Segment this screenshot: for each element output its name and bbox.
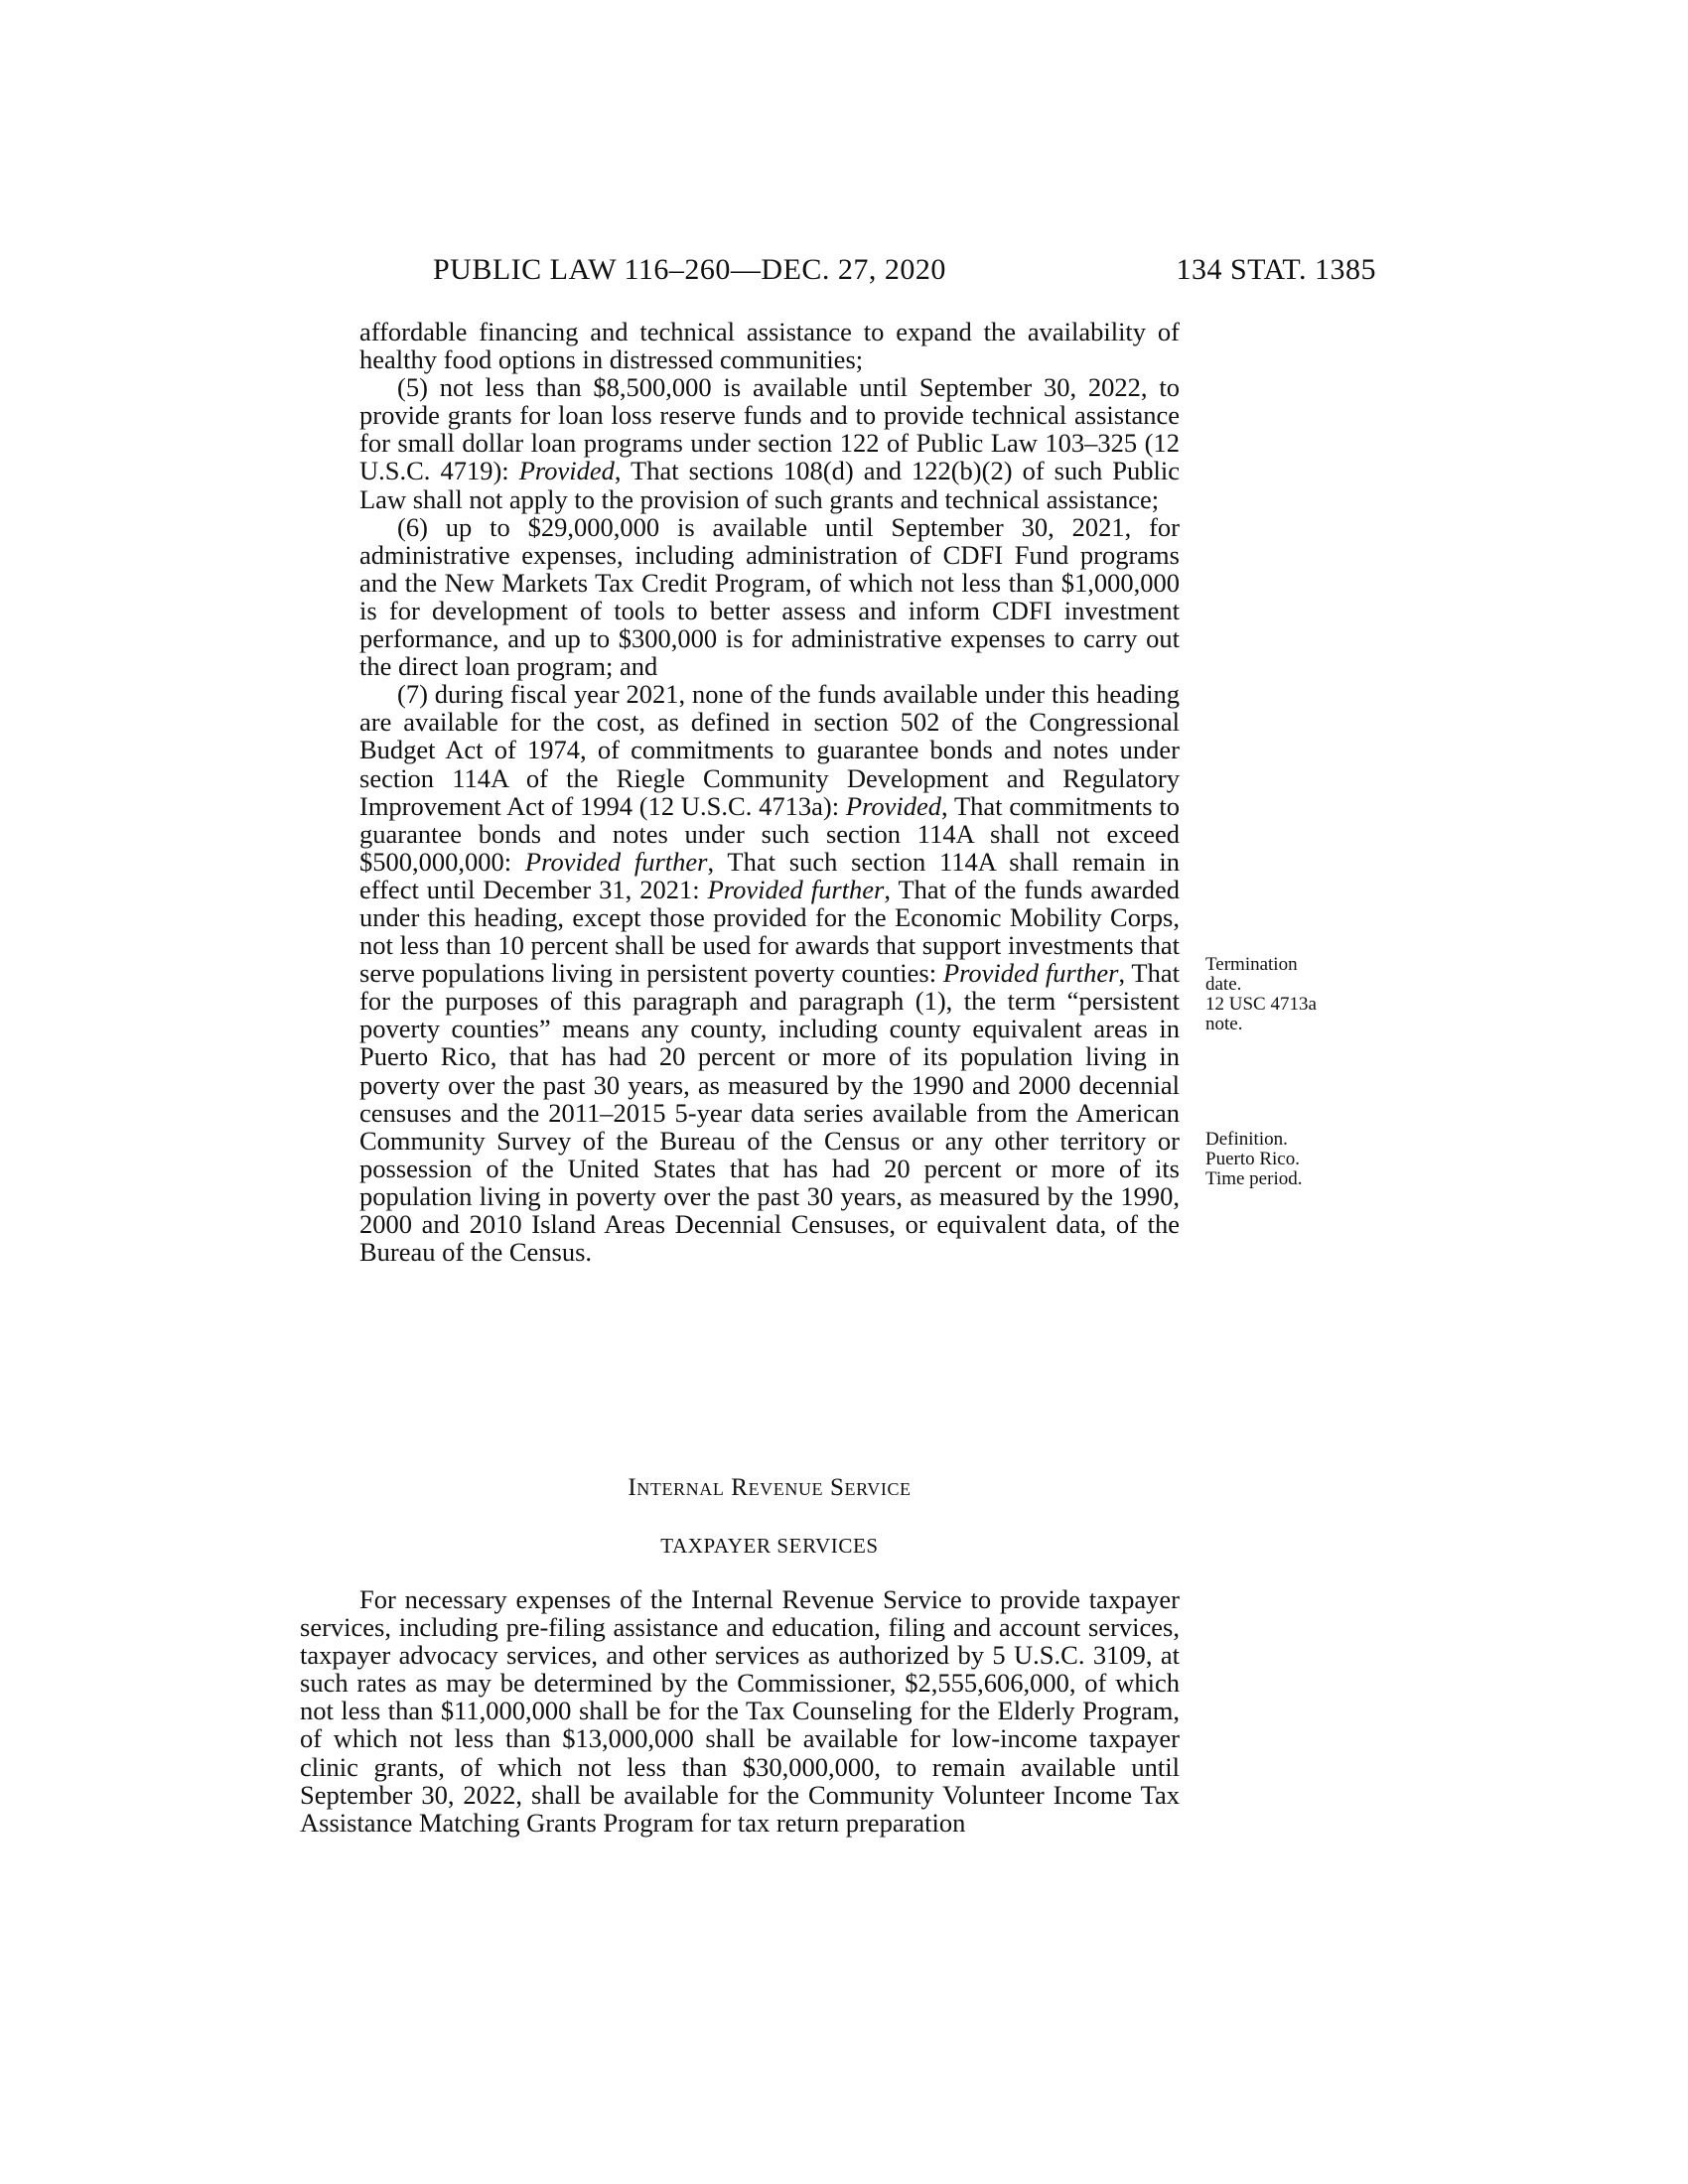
taxpayer-services-text bbox=[300, 1585, 1180, 1837]
paragraph-7: (7) during fiscal year 2021, none of the funds available under this heading are available for the cost, as defined in section 502 of the Congressional Budget Act of 1974, of commitments to guarantee bonds and notes under section 114A of the Riegle Community Development and Regulatory Improvement Act of 1994 (12 U.S.C. 4713a): Provided, That commitments to guarantee bonds and notes under such section 114A shall not exceed $500,000,000: Provided further, That such section 114A shall remain in effect until December 31, 2021: Provided further, That of the funds awarded under this heading, except those provided for the Economic Mobility Corps, not less than 10 percent shall be used for awards that support investments that serve populations living in persistent poverty counties: Provided further, That for the purposes of this paragraph and paragraph (1), the term “persistent poverty counties” means any county, including county equivalent areas in Puerto Rico, that has had 20 percent or more of its population living in poverty over the past 30 years, as measured by the 1990 and 2000 decennial censuses and the 2011–2015 5-year data series available from the American Community Survey of the Bureau of the Census or any other territory or possession of the United States that has had 20 percent or more of its population living in poverty over the past 30 years, as measured by the 1990, 2000 and 2010 Island Areas Decennial Censuses, or equivalent data, of the Bureau of the Census. bbox=[359, 679, 1181, 1268]
paragraph-6: (6) up to $29,000,000 is available until September 30, 2021, for administrative expenses, including administration of CDFI Fund programs and the New Markets Tax Credit Program, of which not less than $1,000,000 is for development of tools to better assess and inform CDFI investment performance, and up to $300,000 is for administrative expenses to carry out the direct loan program; and bbox=[359, 511, 1180, 682]
taxpayer-services-paragraph: For necessary expenses of the Internal Revenue Service to provide taxpayer services, including pre-filing assistance and education, filing and account services, taxpayer advocacy services, and other services as authorized by 5 U.S.C. 3109, at such rates as may be determined by the Commissioner, $2,555,606,000, of which not less than $11,000,000 shall be for the Tax Counseling for the Elderly Program, of which not less than $13,000,000 shall be available for low-income taxpayer clinic grants, of which not less than $30,000,000, to remain available until September 30, 2022, shall be available for the Community Volunteer Income Tax Assistance Matching Grants Program for tax return preparation bbox=[300, 1584, 1180, 1838]
statute-page-number: 134 STAT. 1385 bbox=[1176, 253, 1376, 286]
margin-note-definition: Definition. Puerto Rico. Time period. bbox=[1205, 1129, 1303, 1189]
page-header bbox=[433, 253, 1376, 293]
statute-text-block bbox=[359, 318, 1180, 1266]
agency-heading: Internal Revenue Service bbox=[628, 1474, 912, 1501]
margin-note-termination: Termination date. 12 USC 4713a note. bbox=[1205, 954, 1317, 1034]
paragraph-5: (5) not less than $8,500,000 is available until September 30, 2022, to provide grants for loan loss reserve funds and to provide technical assistance for small dollar loan programs under section 122 of Public Law 103–325 (12 U.S.C. 4719): Provided, That sections 108(d) and 122(b)(2) of such Public Law shall not apply to the provision of such grants and technical assistance; bbox=[359, 372, 1180, 514]
account-heading: TAXPAYER SERVICES bbox=[660, 1534, 879, 1558]
law-citation: PUBLIC LAW 116–260—DEC. 27, 2020 bbox=[433, 253, 946, 286]
paragraph-continuation: affordable financing and technical assistance to expand the availability of healthy food options in distressed communities; bbox=[359, 317, 1180, 375]
